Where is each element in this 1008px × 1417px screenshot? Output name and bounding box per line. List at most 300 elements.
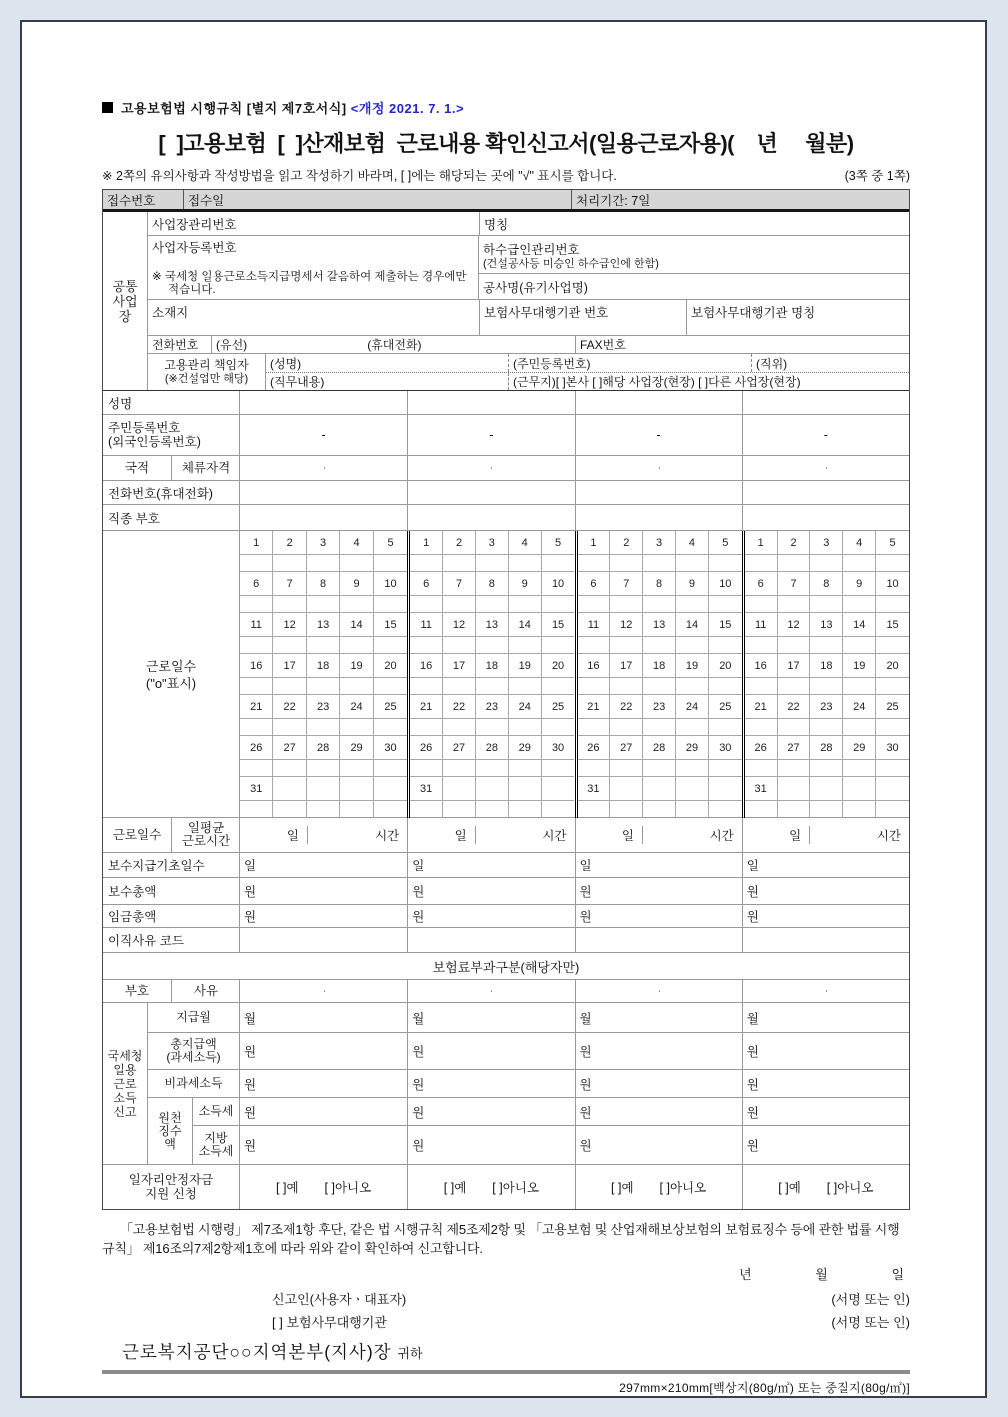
- job-code-input[interactable]: [407, 505, 574, 530]
- job-code-input[interactable]: [575, 505, 742, 530]
- workday-mark-cell[interactable]: [307, 760, 340, 777]
- workday-mark-cell[interactable]: [643, 678, 676, 695]
- levy-code-input[interactable]: [743, 990, 826, 992]
- workday-mark-cell[interactable]: [843, 760, 876, 777]
- calendar-day-number: 31: [240, 777, 273, 801]
- workday-mark-cell[interactable]: [273, 719, 306, 736]
- avg-hours-input[interactable]: 시간: [475, 826, 575, 844]
- workdays-calendar-grid[interactable]: [240, 531, 407, 818]
- pay-month-input[interactable]: 월: [407, 1003, 574, 1032]
- workday-mark-cell[interactable]: [778, 637, 811, 654]
- worker-phone-input[interactable]: [742, 481, 909, 504]
- workday-mark-cell[interactable]: [374, 801, 407, 818]
- levy-reason-input[interactable]: [659, 990, 742, 992]
- workday-mark-cell[interactable]: [542, 596, 575, 613]
- pay-basis-days-input[interactable]: 일: [575, 853, 742, 877]
- calendar-day-number: 16: [745, 654, 778, 678]
- calendar-day-number: 9: [340, 572, 373, 596]
- workdays-hours-inputs[interactable]: [742, 818, 909, 852]
- workday-mark-cell[interactable]: [778, 596, 811, 613]
- workdays-hours-inputs[interactable]: [240, 818, 407, 852]
- workday-mark-cell[interactable]: [340, 555, 373, 572]
- calendar-day-number: 12: [443, 613, 476, 637]
- workday-mark-cell[interactable]: [307, 596, 340, 613]
- avg-hours-input[interactable]: 시간: [642, 826, 742, 844]
- nationality-input[interactable]: [743, 467, 826, 469]
- nationality-stay-inputs[interactable]: [240, 456, 407, 480]
- income-tax-input[interactable]: 원: [407, 1098, 574, 1125]
- workday-mark-cell[interactable]: [676, 801, 709, 818]
- workday-mark-cell[interactable]: [307, 555, 340, 572]
- leave-reason-code-input[interactable]: [240, 928, 407, 952]
- workday-mark-cell[interactable]: [509, 678, 542, 695]
- worker-rrn-input[interactable]: -: [407, 415, 574, 455]
- levy-code-reason-inputs[interactable]: [407, 980, 574, 1002]
- workday-mark-cell[interactable]: [410, 637, 443, 654]
- workday-mark-cell[interactable]: [476, 637, 509, 654]
- workday-mark-cell[interactable]: [340, 801, 373, 818]
- biz-reg-no-field[interactable]: 사업자등록번호: [152, 241, 237, 255]
- workday-mark-cell[interactable]: [374, 555, 407, 572]
- pay-basis-days-input[interactable]: 일: [407, 853, 574, 877]
- pay-total-input[interactable]: 원: [742, 878, 909, 904]
- workday-mark-cell[interactable]: [542, 678, 575, 695]
- nationality-input[interactable]: [240, 467, 324, 469]
- calendar-day-number: 12: [778, 613, 811, 637]
- workday-mark-cell[interactable]: [709, 678, 742, 695]
- workday-mark-cell[interactable]: [810, 637, 843, 654]
- calendar-day-number: [843, 777, 876, 801]
- workday-mark-cell[interactable]: [307, 637, 340, 654]
- job-fund-checkboxes[interactable]: [240, 1165, 407, 1209]
- job-fund-checkboxes[interactable]: [407, 1165, 574, 1209]
- calendar-day-number: 4: [676, 531, 709, 555]
- worker-rrn-input[interactable]: -: [575, 415, 742, 455]
- local-income-tax-input[interactable]: 원: [244, 1139, 257, 1153]
- workdays-calendar-grid[interactable]: [407, 531, 574, 818]
- workday-mark-cell[interactable]: [443, 637, 476, 654]
- nationality-stay-inputs[interactable]: [742, 456, 909, 480]
- calendar-day-number: 21: [240, 695, 273, 719]
- workday-mark-cell[interactable]: [745, 678, 778, 695]
- workday-mark-cell[interactable]: [340, 760, 373, 777]
- workdays-calendar-grid[interactable]: [742, 531, 909, 818]
- pay-total-input[interactable]: 원: [244, 885, 257, 899]
- levy-reason-input[interactable]: [324, 990, 408, 992]
- wage-total-label: 임금총액: [103, 905, 240, 927]
- subcontractor-no-field[interactable]: 하수급인관리번호 (건설공사등 미승인 하수급인에 한함): [479, 236, 909, 274]
- workday-mark-cell[interactable]: [410, 760, 443, 777]
- workday-mark-cell[interactable]: [410, 801, 443, 818]
- yes-checkbox[interactable]: [ ]예: [443, 1181, 467, 1195]
- workday-mark-cell[interactable]: [643, 760, 676, 777]
- workday-mark-cell[interactable]: [810, 719, 843, 736]
- no-checkbox[interactable]: [ ]아니오: [826, 1181, 874, 1195]
- workday-mark-cell[interactable]: [843, 801, 876, 818]
- workday-mark-cell[interactable]: [240, 678, 273, 695]
- local-income-tax-input[interactable]: 원: [407, 1126, 574, 1164]
- pay-total-label: 보수총액: [103, 878, 240, 904]
- workday-mark-cell[interactable]: [578, 637, 611, 654]
- workday-mark-cell[interactable]: [410, 596, 443, 613]
- workday-mark-cell[interactable]: [578, 760, 611, 777]
- manager-name-field[interactable]: (성명): [270, 356, 302, 371]
- workday-mark-cell[interactable]: [810, 678, 843, 695]
- job-fund-checkboxes[interactable]: [742, 1165, 909, 1209]
- workday-mark-cell[interactable]: [676, 596, 709, 613]
- no-checkbox[interactable]: [ ]아니오: [492, 1181, 539, 1195]
- stay-status-input[interactable]: [324, 467, 408, 469]
- workday-mark-cell[interactable]: [509, 637, 542, 654]
- nontax-income-input[interactable]: 원: [407, 1070, 574, 1097]
- workday-mark-cell[interactable]: [610, 760, 643, 777]
- workday-mark-cell[interactable]: [240, 637, 273, 654]
- workday-mark-cell[interactable]: [778, 760, 811, 777]
- workday-mark-cell[interactable]: [509, 760, 542, 777]
- workday-mark-cell[interactable]: [643, 719, 676, 736]
- avg-hours-input[interactable]: 시간: [307, 826, 407, 844]
- no-checkbox[interactable]: [ ]아니오: [324, 1181, 372, 1195]
- workday-mark-cell[interactable]: [843, 678, 876, 695]
- calendar-day-number: 13: [476, 613, 509, 637]
- workday-mark-cell[interactable]: [374, 637, 407, 654]
- avg-hours-input[interactable]: 시간: [809, 826, 909, 844]
- workday-mark-cell[interactable]: [273, 678, 306, 695]
- workday-mark-cell[interactable]: [676, 760, 709, 777]
- workday-mark-cell[interactable]: [578, 719, 611, 736]
- worker-name-input[interactable]: [575, 391, 742, 414]
- workday-mark-cell[interactable]: [843, 555, 876, 572]
- workday-mark-cell[interactable]: [745, 801, 778, 818]
- calendar-day-number: 9: [509, 572, 542, 596]
- workday-mark-cell[interactable]: [578, 555, 611, 572]
- date-line: 년 월 일: [739, 1267, 904, 1282]
- workday-mark-cell[interactable]: [745, 719, 778, 736]
- workday-mark-cell[interactable]: [610, 637, 643, 654]
- workday-mark-cell[interactable]: [709, 760, 742, 777]
- calendar-day-number: 18: [476, 654, 509, 678]
- workday-mark-cell[interactable]: [876, 719, 909, 736]
- leave-reason-code-input[interactable]: [575, 928, 742, 952]
- calendar-day-number: 6: [240, 572, 273, 596]
- workday-mark-cell[interactable]: [778, 801, 811, 818]
- workday-mark-cell[interactable]: [745, 555, 778, 572]
- workday-mark-cell[interactable]: [509, 801, 542, 818]
- workday-mark-cell[interactable]: [810, 555, 843, 572]
- project-name-field[interactable]: 공사명(유기사업명): [483, 280, 588, 295]
- workday-mark-cell[interactable]: [745, 760, 778, 777]
- workdays-calendar-grid[interactable]: [575, 531, 742, 818]
- workday-mark-cell[interactable]: [643, 801, 676, 818]
- address-field[interactable]: 소재지: [152, 306, 189, 320]
- recipient-line: 근로복지공단○○지역본부(지사)장 귀하: [122, 1342, 423, 1362]
- workday-mark-cell[interactable]: [374, 596, 407, 613]
- calendar-day-number: [676, 777, 709, 801]
- workday-mark-cell[interactable]: [476, 555, 509, 572]
- workday-mark-cell[interactable]: [876, 555, 909, 572]
- agency-no-field[interactable]: 보험사무대행기관 번호: [479, 300, 686, 335]
- workday-mark-cell[interactable]: [542, 555, 575, 572]
- yes-checkbox[interactable]: [ ]예: [276, 1181, 299, 1195]
- pay-total-input[interactable]: 원: [407, 878, 574, 904]
- workday-mark-cell[interactable]: [810, 596, 843, 613]
- phone-field[interactable]: (유선) (휴대전화): [211, 336, 575, 353]
- calendar-day-number: 30: [709, 736, 742, 760]
- levy-code-reason-inputs[interactable]: [575, 980, 742, 1002]
- worker-name-input[interactable]: [240, 391, 407, 414]
- workday-mark-cell[interactable]: [610, 719, 643, 736]
- workday-mark-cell[interactable]: [610, 596, 643, 613]
- workday-mark-cell[interactable]: [643, 637, 676, 654]
- workdays-input[interactable]: 일: [789, 829, 802, 843]
- manager-position-field[interactable]: (직위): [751, 354, 909, 372]
- workday-mark-cell[interactable]: [810, 760, 843, 777]
- job-fund-checkboxes[interactable]: [575, 1165, 742, 1209]
- avg-hours-label: 일평균 근로시간: [171, 818, 240, 852]
- pay-basis-days-input[interactable]: 일: [244, 859, 257, 873]
- stay-status-input[interactable]: [491, 467, 574, 469]
- calendar-day-number: 18: [810, 654, 843, 678]
- agency-name-field[interactable]: 보험사무대행기관 명칭: [686, 300, 909, 335]
- receipt-date-label: 접수일: [183, 190, 571, 209]
- workdays-hours-inputs[interactable]: [407, 818, 574, 852]
- workday-mark-cell[interactable]: [676, 555, 709, 572]
- levy-code-input[interactable]: [408, 990, 491, 992]
- workday-mark-cell[interactable]: [443, 719, 476, 736]
- nontax-income-input[interactable]: 원: [742, 1070, 909, 1097]
- workdays-count-label: 근로일수: [112, 827, 162, 842]
- workday-mark-cell[interactable]: [476, 719, 509, 736]
- workday-mark-cell[interactable]: [610, 801, 643, 818]
- workday-mark-cell[interactable]: [374, 719, 407, 736]
- workday-mark-cell[interactable]: [509, 555, 542, 572]
- workday-mark-cell[interactable]: [542, 801, 575, 818]
- workday-mark-cell[interactable]: [810, 801, 843, 818]
- workday-mark-cell[interactable]: [709, 637, 742, 654]
- wage-total-input[interactable]: 원: [575, 905, 742, 927]
- nontax-income-input[interactable]: 원: [244, 1077, 257, 1092]
- workday-mark-cell[interactable]: [610, 555, 643, 572]
- yes-checkbox[interactable]: [ ]예: [611, 1181, 634, 1195]
- manager-worksite-checkboxes[interactable]: (근무지)[ ]본사 [ ]해당 사업장(현장) [ ]다른 사업장(현장): [508, 373, 909, 390]
- agency-checkbox-label[interactable]: [ ] 보험사무대행기관: [272, 1315, 387, 1330]
- workday-mark-cell[interactable]: [340, 719, 373, 736]
- worker-rrn-input[interactable]: -: [742, 415, 909, 455]
- workday-mark-cell[interactable]: [778, 678, 811, 695]
- nationality-stay-inputs[interactable]: [575, 456, 742, 480]
- workday-mark-cell[interactable]: [542, 637, 575, 654]
- workday-mark-cell[interactable]: [443, 678, 476, 695]
- workdays-input[interactable]: 일: [621, 829, 634, 843]
- workday-mark-cell[interactable]: [876, 801, 909, 818]
- workday-mark-cell[interactable]: [643, 555, 676, 572]
- workday-mark-cell[interactable]: [443, 596, 476, 613]
- leave-reason-code-input[interactable]: [407, 928, 574, 952]
- stay-status-input[interactable]: [826, 467, 909, 469]
- total-pay-input[interactable]: 원: [407, 1033, 574, 1069]
- workday-mark-cell[interactable]: [843, 596, 876, 613]
- calendar-day-number: 7: [443, 572, 476, 596]
- workday-mark-cell[interactable]: [876, 596, 909, 613]
- no-checkbox[interactable]: [ ]아니오: [659, 1181, 707, 1195]
- workday-mark-cell[interactable]: [745, 637, 778, 654]
- workday-mark-cell[interactable]: [410, 719, 443, 736]
- workday-mark-cell[interactable]: [443, 555, 476, 572]
- calendar-day-number: 20: [709, 654, 742, 678]
- workday-mark-cell[interactable]: [509, 596, 542, 613]
- fax-field[interactable]: FAX번호: [575, 336, 909, 353]
- pay-month-input[interactable]: 월: [742, 1003, 909, 1032]
- worker-rrn-label: 주민등록번호 (외국인등록번호): [103, 415, 240, 455]
- nts-income-report-section: [103, 1003, 909, 1165]
- calendar-day-number: 28: [810, 736, 843, 760]
- workday-mark-cell[interactable]: [876, 760, 909, 777]
- pay-month-input[interactable]: 월: [244, 1011, 257, 1026]
- workday-mark-cell[interactable]: [578, 596, 611, 613]
- income-tax-input[interactable]: 원: [244, 1105, 257, 1120]
- workday-mark-cell[interactable]: [876, 678, 909, 695]
- workday-mark-cell[interactable]: [307, 719, 340, 736]
- workday-mark-cell[interactable]: [876, 637, 909, 654]
- manager-rrn-field[interactable]: (주민등록번호): [508, 354, 751, 372]
- workday-mark-cell[interactable]: [509, 719, 542, 736]
- local-income-tax-input[interactable]: 원: [742, 1126, 909, 1164]
- workday-mark-cell[interactable]: [709, 719, 742, 736]
- calendar-day-number: 31: [410, 777, 443, 801]
- workdays-calendar-label: 근로일수 ("o"표시): [103, 531, 240, 818]
- calendar-day-number: 2: [610, 531, 643, 555]
- income-tax-input[interactable]: 원: [575, 1098, 742, 1125]
- agency-sign-note: (서명 또는 인): [831, 1315, 910, 1330]
- nationality-stay-inputs[interactable]: [407, 456, 574, 480]
- levy-code-reason-inputs[interactable]: [240, 980, 407, 1002]
- calendar-day-number: 30: [542, 736, 575, 760]
- pay-total-input[interactable]: 원: [575, 878, 742, 904]
- levy-code-reason-inputs[interactable]: [742, 980, 909, 1002]
- leave-reason-code-input[interactable]: [742, 928, 909, 952]
- nationality-input[interactable]: [408, 467, 491, 469]
- workday-mark-cell[interactable]: [340, 596, 373, 613]
- workday-mark-cell[interactable]: [307, 801, 340, 818]
- workdays-input[interactable]: 일: [286, 829, 299, 843]
- worker-phone-input[interactable]: [240, 481, 407, 504]
- workday-mark-cell[interactable]: [240, 555, 273, 572]
- levy-code-input[interactable]: [240, 990, 324, 992]
- form-reference-text: 고용보험법 시행규칙 [별지 제7호서식]: [121, 101, 347, 116]
- workday-mark-cell[interactable]: [443, 801, 476, 818]
- workday-mark-cell[interactable]: [843, 719, 876, 736]
- workday-mark-cell[interactable]: [240, 719, 273, 736]
- workday-mark-cell[interactable]: [709, 555, 742, 572]
- workday-mark-cell[interactable]: [709, 801, 742, 818]
- nontax-income-input[interactable]: 원: [575, 1070, 742, 1097]
- yes-checkbox[interactable]: [ ]예: [778, 1181, 801, 1195]
- workday-mark-cell[interactable]: [578, 678, 611, 695]
- worker-name-input[interactable]: [407, 391, 574, 414]
- calendar-day-number: 25: [709, 695, 742, 719]
- workday-mark-cell[interactable]: [542, 719, 575, 736]
- workday-mark-cell[interactable]: [676, 678, 709, 695]
- workday-mark-cell[interactable]: [643, 596, 676, 613]
- workday-mark-cell[interactable]: [374, 678, 407, 695]
- wage-total-input[interactable]: 원: [742, 905, 909, 927]
- calendar-day-number: 21: [410, 695, 443, 719]
- workday-mark-cell[interactable]: [240, 801, 273, 818]
- workday-mark-cell[interactable]: [273, 760, 306, 777]
- manager-duty-field[interactable]: (직무내용): [270, 375, 325, 389]
- workday-mark-cell[interactable]: [578, 801, 611, 818]
- workday-mark-cell[interactable]: [476, 801, 509, 818]
- workday-mark-cell[interactable]: [273, 637, 306, 654]
- workplace-mgmt-no-field[interactable]: 사업장관리번호: [152, 217, 237, 232]
- workday-mark-cell[interactable]: [410, 678, 443, 695]
- income-tax-input[interactable]: 원: [742, 1098, 909, 1125]
- worker-rrn-input[interactable]: -: [321, 428, 326, 442]
- workday-mark-cell[interactable]: [240, 760, 273, 777]
- workday-mark-cell[interactable]: [374, 760, 407, 777]
- calendar-day-number: 15: [709, 613, 742, 637]
- levy-code-input[interactable]: [576, 990, 659, 992]
- workday-mark-cell[interactable]: [443, 760, 476, 777]
- calendar-day-number: [273, 777, 306, 801]
- workday-mark-cell[interactable]: [778, 719, 811, 736]
- workday-mark-cell[interactable]: [307, 678, 340, 695]
- levy-reason-input[interactable]: [491, 990, 574, 992]
- wage-total-input[interactable]: 원: [244, 910, 257, 924]
- pay-month-input[interactable]: 월: [575, 1003, 742, 1032]
- calendar-day-number: 16: [240, 654, 273, 678]
- total-pay-input[interactable]: 원: [575, 1033, 742, 1069]
- nationality-input[interactable]: [576, 467, 659, 469]
- worker-phone-input[interactable]: [575, 481, 742, 504]
- total-pay-input[interactable]: 원: [244, 1045, 257, 1059]
- workday-mark-cell[interactable]: [240, 596, 273, 613]
- workday-mark-cell[interactable]: [676, 637, 709, 654]
- workday-mark-cell[interactable]: [273, 596, 306, 613]
- worker-phone-input[interactable]: [407, 481, 574, 504]
- wage-total-input[interactable]: 원: [407, 905, 574, 927]
- stay-status-input[interactable]: [659, 467, 742, 469]
- pay-basis-days-input[interactable]: 일: [742, 853, 909, 877]
- worker-name-input[interactable]: [742, 391, 909, 414]
- workday-mark-cell[interactable]: [340, 637, 373, 654]
- workday-mark-cell[interactable]: [476, 760, 509, 777]
- job-code-input[interactable]: [240, 505, 407, 530]
- workday-mark-cell[interactable]: [476, 596, 509, 613]
- workday-mark-cell[interactable]: [410, 555, 443, 572]
- workday-mark-cell[interactable]: [340, 678, 373, 695]
- levy-reason-input[interactable]: [826, 990, 909, 992]
- workday-mark-cell[interactable]: [273, 801, 306, 818]
- workday-mark-cell[interactable]: [745, 596, 778, 613]
- workday-mark-cell[interactable]: [610, 678, 643, 695]
- workday-mark-cell[interactable]: [273, 555, 306, 572]
- workday-mark-cell[interactable]: [676, 719, 709, 736]
- total-pay-input[interactable]: 원: [742, 1033, 909, 1069]
- workplace-name-field[interactable]: 명칭: [479, 212, 909, 235]
- workday-mark-cell[interactable]: [476, 678, 509, 695]
- workday-mark-cell[interactable]: [778, 555, 811, 572]
- workdays-input[interactable]: 일: [454, 829, 467, 843]
- calendar-day-number: [443, 777, 476, 801]
- workday-mark-cell[interactable]: [843, 637, 876, 654]
- workday-mark-cell[interactable]: [542, 760, 575, 777]
- local-income-tax-input[interactable]: 원: [575, 1126, 742, 1164]
- job-code-input[interactable]: [742, 505, 909, 530]
- workdays-hours-inputs[interactable]: [575, 818, 742, 852]
- workday-mark-cell[interactable]: [709, 596, 742, 613]
- calendar-day-number: 11: [240, 613, 273, 637]
